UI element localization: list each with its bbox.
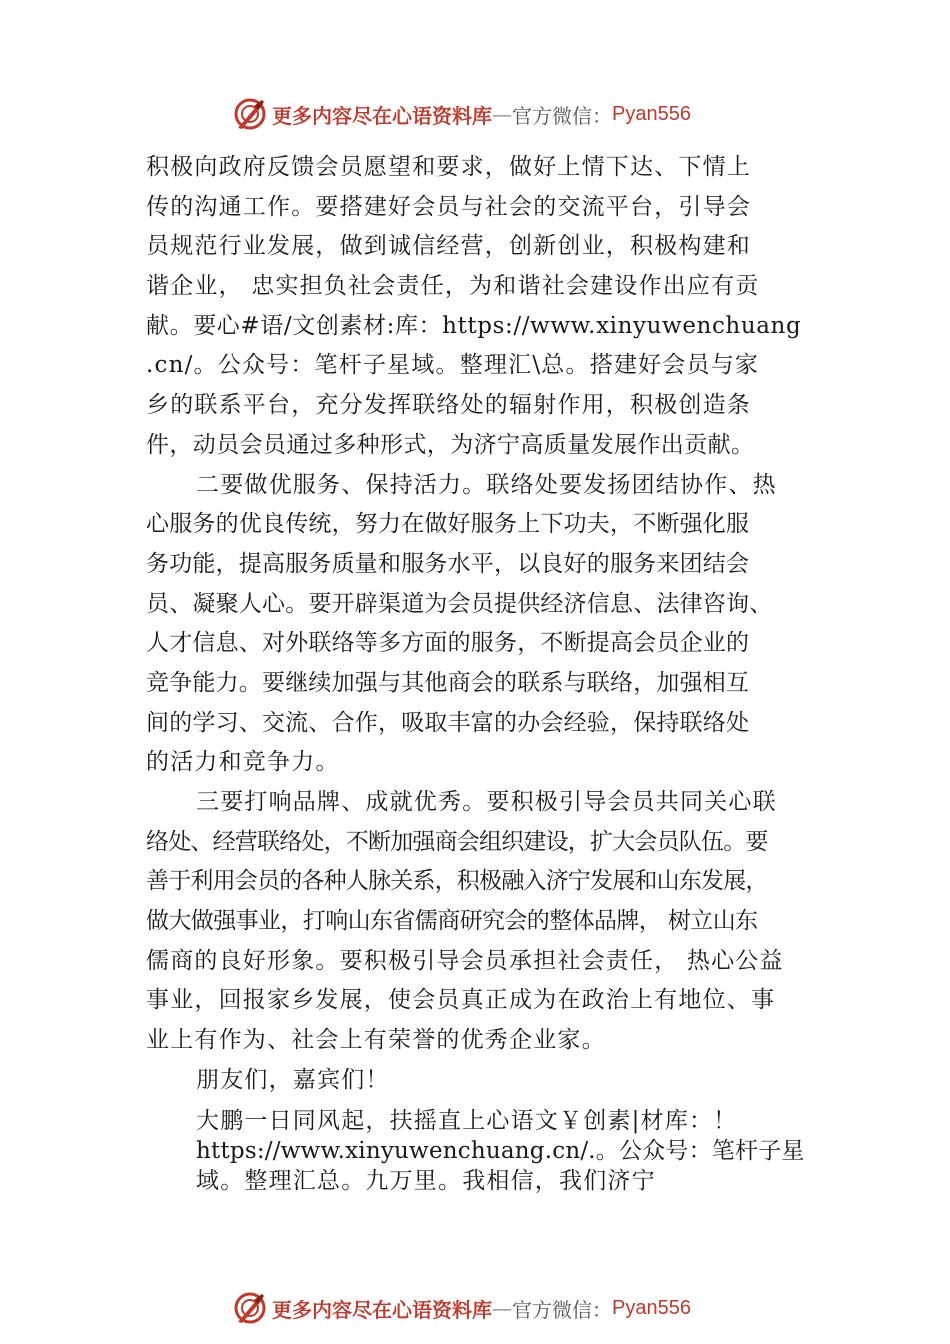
body-line: 员、凝聚人心。要开辟渠道为会员提供经济信息、法律咨询、 bbox=[146, 590, 773, 617]
body-line: 三要打响品牌、成就优秀。要积极引导会员共同关心联 bbox=[196, 789, 777, 815]
banner-dash: — bbox=[492, 1296, 512, 1320]
body-line: 人才信息、对外联络等多方面的服务，不断提高会员企业的 bbox=[146, 630, 750, 657]
body-line: 事业，回报家乡发展，使会员真正成为在政治上有地位、事 bbox=[146, 987, 776, 1014]
body-line: 间的学习、交流、合作，吸取丰富的办会经验，保持联络处 bbox=[146, 709, 750, 736]
document-body bbox=[146, 148, 812, 1101]
body-line: 务功能，提高服务质量和服务水平，以良好的服务来团结会 bbox=[146, 550, 750, 577]
tail-line: https://www.xinyuwenchuang.cn/.。公众号：笔杆子星 bbox=[196, 1138, 805, 1164]
tail-block bbox=[196, 1106, 826, 1196]
body-line: 件，动员会员通过多种形式，为济宁高质量发展作出贡献。 bbox=[146, 431, 755, 458]
body-line: 竞争能力。要继续加强与其他商会的联系与联络，加强相互 bbox=[146, 669, 750, 696]
body-line: 朋友们，嘉宾们！ bbox=[196, 1066, 390, 1093]
quill-logo-icon bbox=[232, 96, 268, 132]
body-line: 的活力和竞争力。 bbox=[146, 749, 340, 776]
body-line: 业上有作为、社会上有荣誉的优秀企业家。 bbox=[146, 1027, 606, 1054]
body-line: 心服务的优良传统，努力在做好服务上下功夫，不断强化服 bbox=[146, 511, 750, 538]
body-line: 员规范行业发展，做到诚信经营，创新创业，积极构建和 bbox=[146, 233, 751, 260]
tail-line: 大鹏一日同风起，扶摇直上心语文￥创素|材库：！ bbox=[196, 1108, 738, 1134]
body-line: 献。要心#语/文创素材:库：https://www.xinyuwenchuang bbox=[146, 312, 802, 339]
tail-line: 域。整理汇总。九万里。我相信，我们济宁 bbox=[196, 1168, 656, 1194]
banner-title: 更多内容尽在心语资料库 bbox=[272, 1297, 492, 1322]
body-line: 二要做优服务、保持活力。联络处要发扬团结协作、热 bbox=[196, 471, 777, 498]
body-line: 络处、经营联络处，不断加强商会组织建设，扩大会员队伍。要 bbox=[146, 828, 768, 855]
banner-official-label: 官方微信： bbox=[512, 1297, 612, 1322]
banner-title: 更多内容尽在心语资料库 bbox=[272, 103, 492, 128]
body-line: 善于利用会员的各种人脉关系，积极融入济宁发展和山东发展， bbox=[146, 868, 768, 895]
footer-banner bbox=[232, 1288, 752, 1328]
banner-dash: — bbox=[492, 102, 512, 126]
body-line: .cn/。公众号：笔杆子星域。整理汇\总。搭建好会员与家 bbox=[146, 352, 760, 379]
body-line: 谐企业， 忠实担负社会责任，为和谐社会建设作出应有贡 bbox=[146, 273, 760, 300]
banner-wechat-id: Pyan556 bbox=[612, 102, 691, 125]
banner-official-label: 官方微信： bbox=[512, 103, 612, 128]
quill-logo-icon bbox=[232, 1290, 268, 1326]
body-line: 儒商的良好形象。要积极引导会员承担社会责任， 热心公益 bbox=[146, 947, 784, 974]
banner-wechat-id: Pyan556 bbox=[612, 1296, 691, 1319]
body-line: 做大做强事业，打响山东省儒商研究会的整体品牌， 树立山东 bbox=[146, 908, 758, 935]
body-line: 积极向政府反馈会员愿望和要求，做好上情下达、下情上 bbox=[146, 154, 751, 180]
body-line: 传的沟通工作。要搭建好会员与社会的交流平台，引导会 bbox=[146, 193, 751, 220]
header-banner bbox=[232, 94, 752, 134]
body-line: 乡的联系平台，充分发挥联络处的辐射作用，积极创造条 bbox=[146, 392, 751, 419]
